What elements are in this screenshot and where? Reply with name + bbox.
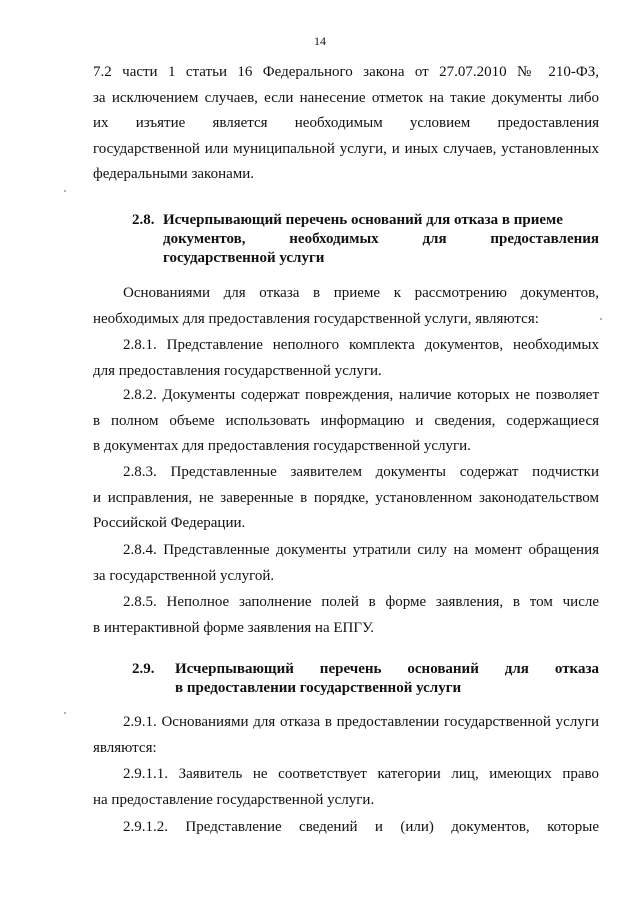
paragraph-line: 2.8.2. Документы содержат повреждения, наличие которых не позволяет bbox=[123, 387, 599, 403]
paragraph bbox=[93, 538, 599, 589]
heading-line: документов, необходимых для предоставления bbox=[163, 231, 599, 247]
intro-line: за исключением случаев, если нанесение отметок на такие документы либо bbox=[93, 89, 599, 106]
paragraph-line: на предоставление государственной услуги. bbox=[93, 791, 375, 808]
paragraph-line: 2.8.5. Неполное заполнение полей в форме заявления, в том числе bbox=[123, 594, 599, 610]
section-number: 2.8. bbox=[132, 212, 155, 228]
paragraph-line: являются: bbox=[93, 739, 157, 756]
paragraph bbox=[93, 762, 599, 813]
paragraph-line: за государственной услугой. bbox=[93, 567, 275, 584]
scan-speck bbox=[600, 318, 602, 320]
paragraph-line: необходимых для предоставления государственной услуги, являются: bbox=[93, 310, 539, 327]
paragraph-line: 2.8.3. Представленные заявителем документы содержат подчистки bbox=[123, 464, 599, 480]
paragraph-line: 2.8.4. Представленные документы утратили силу на момент обращения bbox=[123, 542, 599, 558]
section-2-9-heading bbox=[132, 660, 599, 698]
scan-speck bbox=[64, 190, 66, 192]
heading-line: Исчерпывающий перечень оснований для отказа в приеме bbox=[163, 212, 563, 228]
paragraph bbox=[93, 281, 599, 332]
paragraph bbox=[93, 710, 599, 761]
paragraph-line: и исправления, не заверенные в порядке, установленном законодательством bbox=[93, 489, 599, 506]
scan-speck bbox=[64, 712, 66, 714]
intro-line: федеральными законами. bbox=[93, 166, 255, 183]
paragraph bbox=[93, 460, 599, 537]
paragraph-line: Российской Федерации. bbox=[93, 515, 246, 532]
heading-line: государственной услуги bbox=[163, 250, 325, 266]
page-number: 14 bbox=[314, 34, 326, 48]
section-2-8-heading bbox=[132, 211, 599, 268]
paragraph-line: Основаниями для отказа в приеме к рассмотрению документов, bbox=[123, 285, 599, 301]
intro-paragraph bbox=[93, 60, 599, 188]
paragraph-line: в документах для предоставления государственной услуги. bbox=[93, 438, 471, 455]
paragraph-line: в интерактивной форме заявления на ЕПГУ. bbox=[93, 619, 374, 636]
heading-line: в предоставлении государственной услуги bbox=[175, 680, 462, 696]
paragraph-line: для предоставления государственной услуги. bbox=[93, 362, 382, 379]
intro-line: государственной или муниципальной услуги, и иных случаев, установленных bbox=[93, 140, 599, 157]
paragraph bbox=[93, 815, 599, 841]
intro-line: их изъятие является необходимым условием предоставления bbox=[93, 115, 599, 132]
paragraph bbox=[93, 590, 599, 641]
paragraph-line: 2.9.1.1. Заявитель не соответствует категории лиц, имеющих право bbox=[123, 766, 599, 782]
section-number: 2.9. bbox=[132, 661, 155, 677]
paragraph-line: 2.9.1.2. Представление сведений и (или) документов, которые bbox=[123, 819, 599, 835]
paragraph bbox=[93, 333, 599, 384]
paragraph bbox=[93, 383, 599, 460]
intro-line: 7.2 части 1 статьи 16 Федерального закона от 27.07.2010 № 210-ФЗ, bbox=[93, 64, 599, 80]
heading-line: Исчерпывающий перечень оснований для отказа bbox=[175, 661, 599, 677]
paragraph-line: 2.9.1. Основаниями для отказа в предоставлении государственной услуги bbox=[123, 714, 599, 730]
paragraph-line: в полном объеме использовать информацию и сведения, содержащиеся bbox=[93, 412, 599, 429]
paragraph-line: 2.8.1. Представление неполного комплекта документов, необходимых bbox=[123, 337, 599, 353]
